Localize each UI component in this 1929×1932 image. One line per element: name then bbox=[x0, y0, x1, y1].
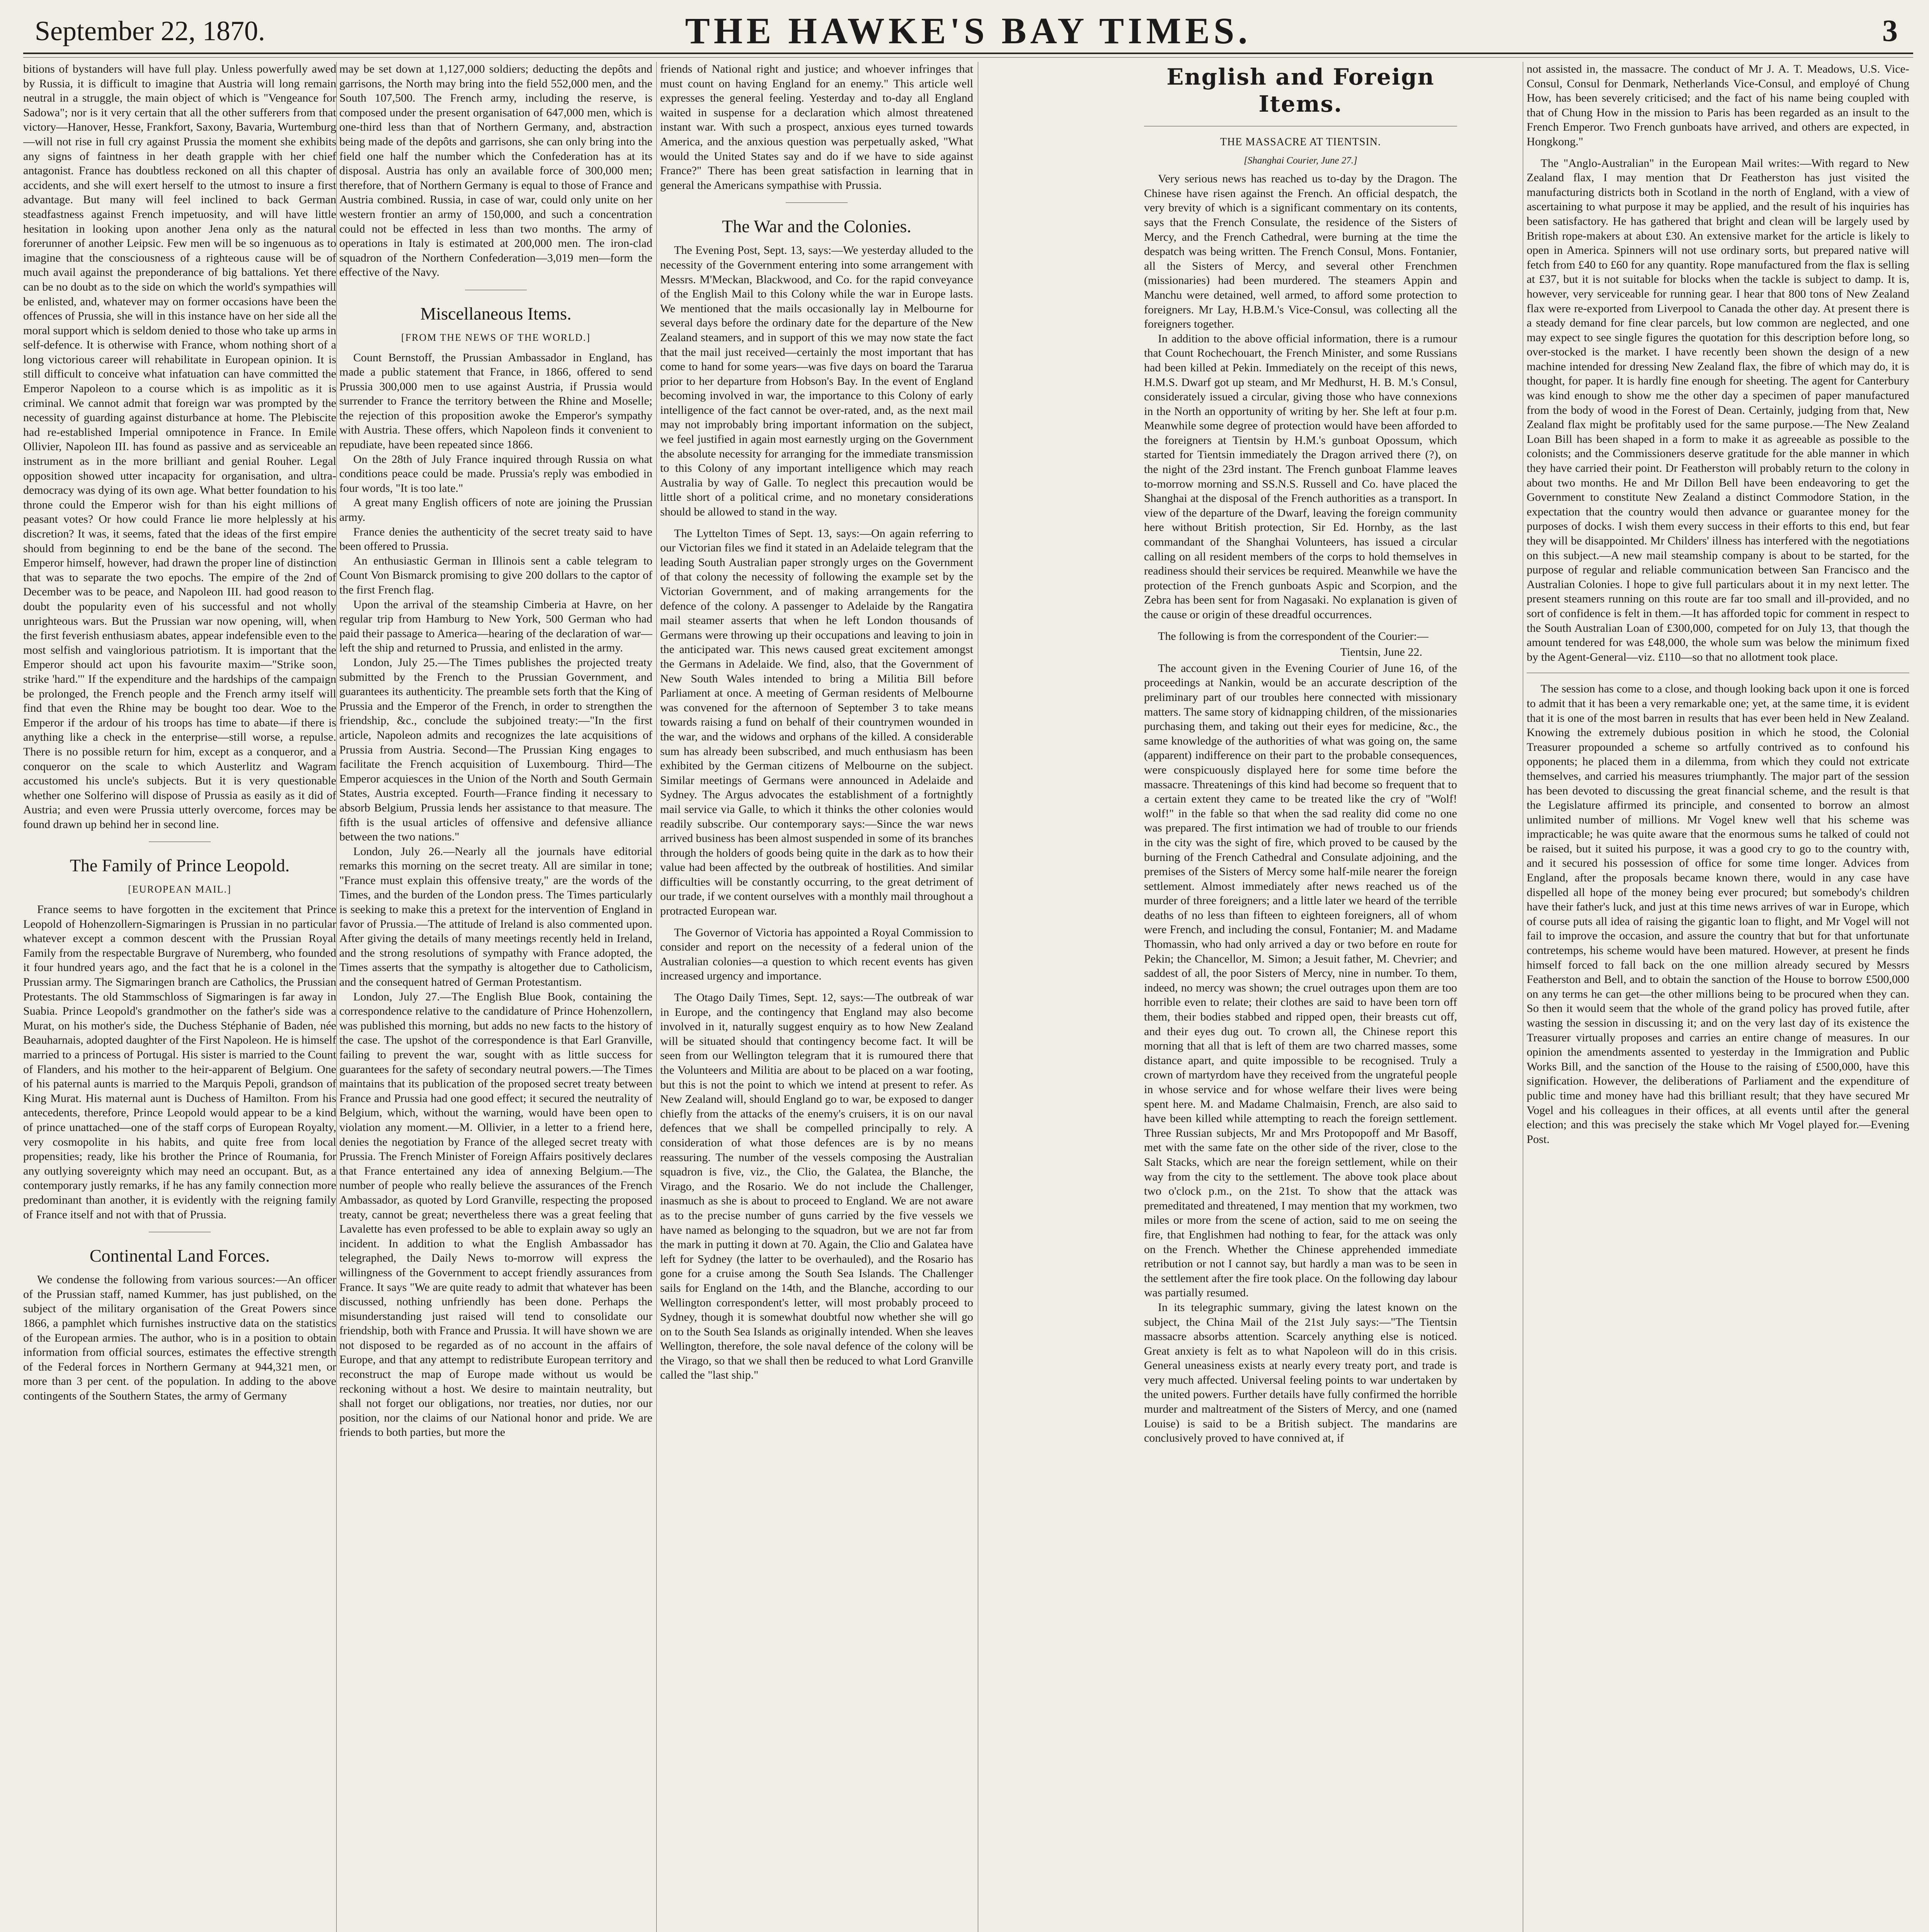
article-land-forces: We condense the following from various sources:—An officer of the Prussian staff, named Kummer, has just published, on the subject of the military organisation of the Great Powers since 1866, a pamphlet which furnishes instructive data on the statistics of the European armies. The author, who is in a position to obtain information from official sources, estimates the effective strength of the Federal forces in Northern Germany at 944,321 men, or more than 3 per cent. of the population. In adding to the above contingents of the Southern States, the army of Germany bbox=[23, 1273, 336, 1402]
headline-tientsin-massacre: THE MASSACRE AT TIENTSIN. bbox=[1220, 136, 1381, 148]
article-tientsin: Very serious news has reached us to-day by the Dragon. The Chinese have risen against the French. An official despatch, the very brevity of which is a significant commentary on its contents, says that the French Consulate, the residence of the Sisters of Mercy, and the French Cathedral, were burning at the time the despatch was being written. The French Consul, Mons. Fontanier, all the Sisters of Mercy, and several other Frenchmen (missionaries) had been murdered. The steamers Appin and Manchu were detained, well armed, to afford some protection to foreigners. Mr Lay, H.B.M.'s Vice-Consul, was collecting all the foreigners together. bbox=[1144, 172, 1457, 331]
column-3 bbox=[660, 62, 973, 1932]
misc-item: Count Bernstoff, the Prussian Ambassador in England, has made a public statement that France, in 1866, offered to send Prussia 300,000 men to use against Austria, if Prussia would surrender to France the territory between the Rhine and Moselle; the rejection of this proposition awoke the Emperor's sympathy with Austria. These offers, which Napoleon finds it convenient to repudiate, have been repeated since 1866. bbox=[339, 351, 652, 451]
section-rule bbox=[786, 202, 848, 203]
column-5 bbox=[1527, 62, 1909, 1932]
column-divider bbox=[336, 62, 337, 1932]
dateline: Tientsin, June 22. bbox=[1340, 646, 1422, 659]
spacer bbox=[1144, 622, 1457, 629]
misc-item: London, July 25.—The Times publishes the projected treaty submitted by the French to the Prussian Government, and guarantees its authenticity. The preamble sets forth that the King of Prussia and the Emperor of the French, in order to strengthen the friendship, &c., conclude the subjoined treaty:—"In the first article, Napoleon admits and recognizes the late acquisitions of Prussia from Austria. Second—The Prussian King engages to facilitate the French acquisition of Luxembourg. Third—The Emperor acquiesces in the Union of the North and South Germain States, Austria excepted. Fourth—France finding it necessary to absorb Belgium, Prussia lends her assistance to that measure. The fifth is the usual articles of offensive and defensive alliance between the two nations." bbox=[339, 656, 652, 844]
article-land-forces-continued: may be set down at 1,127,000 soldiers; deducting the depôts and garrisons, the North may bring into the field 552,000 men, and the South 107,500. The French army, including the reserve, is composed under the present organisation of 647,000 men, which is one-third less than that of Northern Germany, and, abstraction being made of the depôts and garrisons, she can only bring into the field one half the number which the Confederation has at its disposal. Austria has only an available force of 300,000 men; therefore, that of Northern Germany is equal to those of France and Austria combined. Russia, in case of war, could only unite on her western frontier an army of 150,000, and such a concentration could not be effected in less than two months. The army of operations in Italy is estimated at 200,000 men. The iron-clad squadron of the Northern Confederation—3,019 men—form the effective of the Navy. bbox=[339, 63, 652, 279]
misc-item: France denies the authenticity of the secret treaty said to have been offered to Prussia. bbox=[339, 525, 652, 553]
misc-item: London, July 26.—Nearly all the journals have editorial remarks this morning on the secret treaty. All are similar in tone; "France must explain this offensive treaty," are the words of the Times, and the burden of the London press. The Times particularly is seeking to make this a pretext for the intervention of England in favor of Prussia.—The attitude of Ireland is also commented upon. After giving the details of many meetings recently held in Ireland, and the strong resolutions of sympathy with France adopted, the Times asserts that the sympathy is altogether due to Catholicism, and the consequent hatred of German Protestantism. bbox=[339, 845, 652, 989]
article-session-close: The session has come to a close, and though looking back upon it one is forced to admit that it has been a very remarkable one; yet, at the same time, it is evident that it is one of the most barren in results that has ever been held in New Zealand. Knowing the extremely dubious position in which he stood, the Colonial Treasurer propounded a scheme so artfully contrived as to confound his opponents; he placed them in a dilemma, from which they could not extricate themselves, and carried his measures triumphantly. The major part of the session has been devoted to discussing the great financial scheme, and the result is that the Legislature affirmed its principle, and consented to borrow an almost unlimited number of millions. Mr Vogel knew well that his scheme was impracticable; he was quite aware that the enormous sums he talked of could not be raised, but it suited his purpose, it was a good cry to go to the country with, and it secured his possession of office for some time longer. Advices from England, after the proposals became known there, would in any case have dispelled all hope of the money being ever procured; but somebody's children have their father's luck, and just at this time news arrives of war in Europe, which of course puts all idea of raising the gigantic loan to flight, and Mr Vogel will not fail to improve the occasion, and assure the country that but for that unfortunate contretemps, his scheme would have been matured. However, at present he finds himself forced to fall back on the one million already secured by Messrs Featherston and Bell, and to obtain the sanction of the House to borrow £500,000 on any terms he can get—the other millions being to be procured when they can. So then it would seem that the whole of the grand policy has proved futile, after wasting the session in discussing it; and on the very last day of its existence the Treasurer virtually proposes and carries an entire change of measures. In our opinion the amendments assented to yesterday in the Immigration and Public Works Bill, and the sanction of the House to the raising of £500,000, have this signification. However, the deliberations of Parliament and the expenditure of public time and money have had this brilliant result; that they have secured Mr Vogel and his colleagues in their offices, at all events until after the general election; and this was precisely the stake which Mr Vogel played for.—Evening Post. bbox=[1527, 682, 1909, 1146]
misc-item-continued: friends of National right and justice; and whoever infringes that must count on having England for an enemy." This article well expresses the general feeling. Yesterday and to-day all England waited in suspense for a declaration which almost threatened instant war. With such a prospect, anxious eyes turned towards America, and the anxious question was perpetually asked, "What would the United States say and do if we have to side against France?" There has been great satisfaction in learning that in general the Americans sympathise with Prussia. bbox=[660, 63, 973, 192]
spacer bbox=[660, 519, 973, 526]
column-4 bbox=[1144, 62, 1457, 1932]
article-china-mail: In its telegraphic summary, giving the latest known on the subject, the China Mail of the 21st July says:—"The Tientsin massacre absorbs attention. Scarcely anything else is noticed. Great anxiety is felt as to what Napoleon will do in this crisis. General uneasiness exists at nearly every treaty port, and trade is very much affected. Universal feeling points to war undertaken by the united powers. Further details have fully confirmed the horrible murder and maltreatment of the Sisters of Mercy, and one (named Louise) is said to be a British subject. The mandarins are conclusively proved to have connived at, if bbox=[1144, 1301, 1457, 1445]
article-royal-commission: The Governor of Victoria has appointed a Royal Commission to consider and report on the necessity of a federal union of the Australian colonies—a question to which recent events has given increased urgency and importance. bbox=[660, 926, 973, 983]
column-2 bbox=[339, 62, 652, 1932]
headline-prince-leopold: The Family of Prince Leopold. bbox=[70, 855, 290, 876]
article-china-mail-continued: not assisted in, the massacre. The conduct of Mr J. A. T. Meadows, U.S. Vice-Consul, Consul for Denmark, Netherlands Vice-Consul, and employé of Chung How, has been severely criticised; and the fact of his name being coupled with that of Chung How in the mission to Paris has been regarded as an insult to the French Emperor. Two French gunboats have arrived, and others are expected, in Hongkong." bbox=[1527, 63, 1909, 148]
article-tientsin: In addition to the above official information, there is a rumour that Count Rochechouart, the French Minister, and some Russians had been killed at Pekin. Immediately on the receipt of this news, H.M.S. Dwarf got up steam, and Mr Medhurst, H. B. M.'s Consul, considerately issued a circular, giving those who have connexions in the North an opportunity of writing by her. She left at four p.m. Meanwhile some degree of protection would have been afforded to the foreigners at Tientsin by H.M.'s gunboat Opossum, which started for Tientsin immediately the Dragon arrived there (?), on the night of the 23rd instant. The French gunboat Flamme leaves to-morrow morning and SS.N.S. Russell and Co. have placed the Shanghai at the disposal of the French authorities as a transport. In view of the departure of the Dwarf, leaving the foreign community here without British protection, Sir Ed. Hornby, as the last commandant of the Shanghai Volunteers, has issued a circular calling on all resident members of the corps to hold themselves in readiness should their services be required. Meanwhile we have the protection of the French gunboats Aspic and Scorpion, and the Zebra has been sent for from Nagasaki. No explanation is given of the cause or origin of these dreadful occurrences. bbox=[1144, 332, 1457, 621]
headline-miscellaneous: Miscellaneous Items. bbox=[420, 303, 572, 323]
column-divider bbox=[656, 62, 657, 1932]
source-news-of-the-world: [FROM THE NEWS OF THE WORLD.] bbox=[401, 332, 591, 343]
misc-item: On the 28th of July France inquired through Russia on what conditions peace could be made. Prussia's reply was embodied in four words, "It is too late." bbox=[339, 452, 652, 495]
masthead-rule bbox=[23, 57, 1913, 58]
article-tientsin-correspondent: The account given in the Evening Courier of June 16, of the proceedings at Nankin, would be an accurate description of the preliminary part of our troubles here connected with missionary matters. The same story of kidnapping children, of the missionaries purchasing them, and taking out their eyes for medicine, &c., the same knowledge of the authorities of what was going on, the same (apparent) indifference on their part to the probable consequences, were conspicuously displayed here for some time before the massacre. Threatenings of this kind had become so frequent that to a certain extent they came to be treated like the cry of "Wolf! wolf!" in the fable so that when the sad reality did come no one was prepared. The first intimation we had of trouble to our friends in the city was the sight of fire, which proved to be caused by the burning of the French Cathedral and Consulate adjoining, and the premises of the Sisters of Mercy some half-mile nearer the foreign settlement. Almost immediately after news reached us of the murder of three foreigners; and a little later we heard of the terrible deaths of no less than fifteen to eighteen foreigners, all of whom were French, and including the consul, Fontanier; M. and Madame Thomassin, who had only arrived a day or two before en route for Pekin; the Chancellor, M. Simon; a Jesuit father, M. Chevrier; and saddest of all, the poor Sisters of Mercy, nine in number. To them, indeed, no mercy was shown; the cruel outrages upon them are too horrible even to relate; their clothes are said to have been torn off them, their bodies stabbed and ripped open, their breasts cut off, and their eyes dug out. To crown all, the Chinese report this morning that all that is left of them are two charred masses, some distance apart, and quite impossible to be recognised. Truly a crown of martyrdom have they received from the ungrateful people in whose service and for whose welfare their lives were being spent here. M. and Madame Chalmaisin, French, are also said to have been killed while attempting to reach the foreign settlement. Three Russian subjects, Mr and Mrs Protopopoff and Mr Basoff, met with the same fate on the other side of the river, close to the Salt Stacks, which are near the foreign settlement, while on their way from the city to the settlement. The above took place about two o'clock p.m., on the 21st. To show that the attack was premeditated and threatened, I may mention that my workmen, two miles or more from the scene of action, said to me on seeing the fire, that Englishmen had nothing to fear, for the attack was only on the French. Whether the Chinese apprehended immediate retribution or not I cannot say, but hardly a man was to be seen in the settlement after the fire took place. On the following day labour was partially resumed. bbox=[1144, 662, 1457, 1299]
spacer bbox=[660, 918, 973, 925]
headline-land-forces: Continental Land Forces. bbox=[89, 1246, 270, 1266]
article-evening-post: The Evening Post, Sept. 13, says:—We yesterday alluded to the necessity of the Government entering into some arrangement with Messrs. M'Meckan, Blackwood, and Co. for the rapid conveyance of the English Mail to this Colony while the war in Europe lasts. We mentioned that the mails occasionally lay in Melbourne for several days before the ordinary date for the departure of the New Zealand steamers, and in support of this we may now state the fact that the mail just received—certainly the most important that has come to hand for some years—was five days on board the Tararua prior to her departure from Hobson's Bay. In the event of England becoming involved in war, the importance to this Colony of early intelligence of the fact cannot be over-rated, and, as the next mail may not improbably bring important information on the subject, we feel justified in again most earnestly urging on the Government the absolute necessity for arranging for the immediate transmission to this Colony of any important intelligence which may reach Australia by way of Galle. To neglect this precaution would be little short of a political crime, and no monetary considerations should be allowed to stand in the way. bbox=[660, 244, 973, 519]
newspaper-title: THE HAWKE'S BAY TIMES. bbox=[685, 10, 1251, 51]
article-war-continued: bitions of bystanders will have full play. Unless powerfully awed by Russia, it is difficult to imagine that Austria will long remain neutral in a struggle, the main object of which is "Vengeance for Sadowa"; nor is it very certain that all the other sufferers from that victory—Hanover, Hesse, Frankfort, Saxony, Bavaria, Wurtemburg—will not rise in full cry against Prussia the moment she exhibits any signs of faintness in her death grapple with her chief antagonist. France has doubtless reckoned on all this chapter of accidents, and she will exert herself to the utmost to insure a first advantage. But many will feel inclined to back German steadfastness against French impetuosity, and will have little hesitation in looking upon another Jena only as the natural forerunner of another Leipsic. Few men will be so ingenuous as to imagine that the consciousness of a righteous cause will be of much avail against the preponderance of big battalions. Yet there can be no doubt as to the side on which the world's sympathies will be enlisted, and, whatever may on former occasions have been the offences of Prussia, she will in this instance have on her side all the moral support which is seldom denied to those who take up arms in self-defence. It is otherwise with France, whom nothing short of a long victorious career will rehabilitate in European opinion. It is still difficult to conceive what infatuation can have committed the Emperor Napoleon to a course which is as impolitic as it is criminal. We cannot admit that foreign war was prompted by the necessity of guarding against disturbance at home. The Plebiscite had re-established Imperial omnipotence in France. In Emile Ollivier, Napoleon III. has found as passive and as serviceable an instrument as in the more brilliant and genial Rouher. Legal opposition showed utter incapacity for organisation, and ultra-democracy was dying of its own age. What better foundation to his throne could the Emperor wish for than his eight millions of peasant votes? Or how could France lie more helplessly at his discretion? It was, it seems, fated that the ideas of the first empire should from beginning to end be the bane of the second. The Emperor himself, however, had drawn the proper line of distinction that was to separate the two epochs. The empire of the 2nd of December was to be peace, and Napoleon III. had good reason to doubt the popularity even of his successful and not wholly unrighteous wars. But the Prussian war now opening, will, when the first feverish enthusiasm abates, appear indefensible even to the most selfish and vainglorious patriotism. It is important that the Emperor should act upon his favourite maxim—"Strike soon, strike 'hard.'" If the expenditure and the hardships of the campaign be prolonged, the French people and the French army itself will find that even the Rhine may be bought too dear. Woe to the Emperor if the ardour of his troops has time to abate—if there is anything like a check in the enterprise—still worse, a repulse. There is no possible return for him, except as a conqueror, and a conqueror on the scale to which Austerlitz and Wagram accustomed his uncle's subjects. But it is very questionable whether one Solferino will dispose of Prussia as easily as it did of Austria; and even were Prussia utterly overcome, forces may be found drawn up behind her in second line. bbox=[23, 63, 336, 831]
misc-item: Upon the arrival of the steamship Cimberia at Havre, on her regular trip from Hamburg to New York, 500 German who had paid their passage to America—hearing of the declaration of war—left the ship and returned to Prussia, and enlisted in the army. bbox=[339, 598, 652, 655]
spacer bbox=[1527, 149, 1909, 156]
misc-item: A great many English officers of note are joining the Prussian army. bbox=[339, 496, 652, 524]
source-shanghai-courier: [Shanghai Courier, June 27.] bbox=[1244, 155, 1357, 166]
source-european-mail: [EUROPEAN MAIL.] bbox=[128, 884, 232, 895]
spacer bbox=[660, 983, 973, 990]
article-lyttelton-times: The Lyttelton Times of Sept. 13, says:—On again referring to our Victorian files we find it stated in an Adelaide telegram that the leading South Australian paper strongly urges on the Government of that colony the necessity of following the example set by the Victorian Government, and of making arrangements for the defence of the colony. A passenger to Adelaide by the Rangatira mail steamer asserts that when he left London thousands of Germans were throwing up their occupations and leaving to join in the anticipated war. This news caused great excitement amongst the Germans in Adelaide. We find, also, that the Government of New South Wales intended to bring a Militia Bill before Parliament at once. A meeting of German residents of Melbourne was convened for the afternoon of September 3 to take means towards raising a fund on behalf of their countrymen wounded in the war, and the widows and orphans of the killed. A considerable sum has already been subscribed, and much enthusiasm has been exhibited by the German citizens of Melbourne on the subject. Similar meetings of Germans were announced in Adelaide and Sydney. The Argus advocates the establishment of a fortnightly mail service via Galle, to which it thinks the other colonies would readily subscribe. Our contemporary says:—Since the war news arrived business has been almost suspended in some of its branches through the holders of goods being quite in the dark as to how their value had been affected by the outbreak of hostilities. And similar difficulties will be constantly occurring, to the great detriment of our trade, if we content ourselves with a monthly mail throughout a protracted European war. bbox=[660, 527, 973, 918]
masthead bbox=[23, 8, 1913, 54]
misc-item: An enthusiastic German in Illinois sent a cable telegram to Count Von Bismarck promising to give 200 dollars to the captor of the first French flag. bbox=[339, 554, 652, 596]
headline-english-foreign-items: English and Foreign Items. bbox=[1166, 64, 1435, 117]
article-prince-leopold: France seems to have forgotten in the excitement that Prince Leopold of Hohenzollern-Sigmaringen is Prussian in no particular whatever except a common descent with the Prussian Royal Family from the respectable Burgrave of Nuremberg, who founded it four hundred years ago, and the fact that he is a colonel in the Prussian army. The Sigmaringen branch are Catholics, the Prussian Protestants. The old Stammschloss of Sigmaringen is far away in Suabia. Prince Leopold's grandmother on the father's side was a Murat, on his mother's side, the Duchess Stéphanie of Baden, née Beauharnais, adopted daughter of the First Napoleon. He is himself married to a princess of Portugal. His sister is married to the Count of Flanders, and his mother to the heir-apparent of Belgium. One of his paternal aunts is married to the Marquis Pepoli, grandson of King Murat. His maternal aunt is Duchess of Hamilton. From his antecedents, therefore, Prince Leopold would appear to be a kind of prince unattached—one of the staff corps of European Royalty, very cosmopolite in his habits, and quite free from local propensities; ready, like his brother the Prince of Roumania, for any outlying sovereignty which may need an occupant. But, as a contemporary justly remarks, if he has any family connection more predominant than another, it is evidently with the reigning family of France itself and not with that of Prussia. bbox=[23, 903, 336, 1221]
issue-date: September 22, 1870. bbox=[35, 15, 265, 46]
article-anglo-australian: The "Anglo-Australian" in the European Mail writes:—With regard to New Zealand flax, I may mention that Dr Featherston has just visited the manufacturing districts both in Scotland in the north of England, with a view of ascertaining to what purpose it may be applied, and the result of his inquiries has been satisfactory. He has gathered that bright and clean will be largely used by British rope-makers at about £30. An extensive market for the article is likely to open in America. Spinners will not use ordinary sorts, but prepared native will fetch from £40 to £60 for any quantity. Rope manufactured from the flax is selling at £37, but it is not suitable for blocks when the tackle is subject to damp. It is, however, very serviceable for running gear. I hear that 800 tons of New Zealand flax were re-exported from Liverpool to Canada the other day. At present there is a steady demand for fine clear parcels, but low common are neglected, and one may expect to see single figures the quotation for this description before long, so over-stocked is the market. I have recently been shown the design of a new machine intended for dressing New Zealand flax, the fibre of which may do, it is thought, for paper. It is hardly fine enough for sheeting. The agent for Canterbury was kind enough to show me the other day a specimen of paper manufactured from the body of wood in the Forest of Dean. Certainly, judging from that, New Zealand flax might be profitably used for the same purpose.—The New Zealand Loan Bill has been shaped in a form to make it as agreeable as possible to the colonists; and the Commissioners deserve gratitude for the able manner in which they have carried their point. Dr Featherston will probably return to the colony in about two months. He and Mr Dillon Bell have been endeavoring to get the Government to constitute New Zealand a distinct Commodore Station, in the expectation that the country would then advance or guarantee money for the purposes of docks. I wish them every success in their efforts to this end, but fear they will be disappointed. Mr Childers' illness has interfered with the negotiations on this subject.—A new mail steamship company is about to be started, for the purpose of regular and reliable communication between San Francisco and the Australian Colonies. I hope to give full particulars about it in my next letter. The present steamers running on this route are far too small and ill-provided, and no sort of confidence is felt in them.—It has afforded topic for comment in respect to the South Australian Loan of £300,000, competed for on July 13, that though the amount tendered for was £48,000, the whole sum was below the minimum fixed by the Agent-General—viz. £110—so that no allotment took place. bbox=[1527, 156, 1909, 663]
page-number: 3 bbox=[1882, 14, 1898, 48]
column-1 bbox=[23, 62, 336, 1932]
headline-war-and-colonies: The War and the Colonies. bbox=[722, 216, 911, 236]
misc-item: London, July 27.—The English Blue Book, containing the correspondence relative to the candidature of Prince Hohenzollern, was published this morning, but adds no new facts to the history of the case. The upshot of the correspondence is that Earl Granville, failing to prevent the war, sought with as little success for guarantees for the safety of secondary neutral powers.—The Times maintains that its publication of the proposed secret treaty between France and Prussia had one good effect; it secured the neutrality of Belgium, which, without the warning, would have been open to violation any moment.—M. Ollivier, in a letter to a friend here, denies the negotiation by France of the alleged secret treaty with Prussia. The French Minister of Foreign Affairs positively declares that France entertained any idea of annexing Belgium.—The number of people who really believe the assurances of the French Ambassador, as quoted by Lord Granville, respecting the proposed treaty, cannot be great; nevertheless there was a great feeling that Lavalette has even professed to be able to explain away so ugly an incident. In addition to what the English Ambassador has telegraphed, the Daily News to-morrow will express the willingness of the Government to accept friendly assurances from France. It says "We are quite ready to admit that whatever has been discussed, nothing unfriendly has been done. Perhaps the misunderstanding just raised will tend to consolidate our friendship, both with France and Prussia. It will have shown we are not disposed to be regarded as of no account in the affairs of Europe, and that any attempt to redistribute European territory and reconstruct the map of Europe made without us would be reckoning without a host. We desire to maintain neutrality, but shall not forget our obligations, nor treaties, nor duties, nor our position, nor the claims of our National honor and pride. We are friends to both parties, but more the bbox=[339, 990, 652, 1439]
article-tientsin-intro: The following is from the correspondent of the Courier:— bbox=[1158, 629, 1428, 643]
article-otago-daily-times: The Otago Daily Times, Sept. 12, says:—The outbreak of war in Europe, and the contingency that England may also become involved in it, naturally suggest enquiry as to how New Zealand will be situated should that contingency become fact. It will be seen from our Wellington telegram that it is rumoured there that the Volunteers and Militia are about to be placed on a war footing, but this is not the point to which we intend at present to refer. As New Zealand will, should England go to war, be exposed to danger chiefly from the attacks of the enemy's cruisers, it is on our naval defences that we shall be compelled principally to rely. A consideration of what those defences are is by no means reassuring. The number of the vessels composing the Australian squadron is five, viz., the Clio, the Galatea, the Blanche, the Virago, and the Rosario. We do not include the Challenger, inasmuch as she is about to proceed to England. We are not aware as to the precise number of guns carried by the five vessels we have named as belonging to the squadron, but we are not far from the mark in putting it down at 70. Again, the Clio and Galatea have left for Sydney (the latter to be overhauled), and the Rosario has gone for a cruise among the South Sea Islands. The Challenger sails for England on the 14th, and the Blanche, according to our Wellington correspondent's letter, will most probably proceed to Sydney, though it is somewhat doubtful now whether she will go on to the South Sea Islands as originally intended. When she leaves Wellington, therefore, the sole naval defence of the colony will be the Virago, so that we shall then be reduced to what Lord Granville called the "last ship." bbox=[660, 991, 973, 1382]
